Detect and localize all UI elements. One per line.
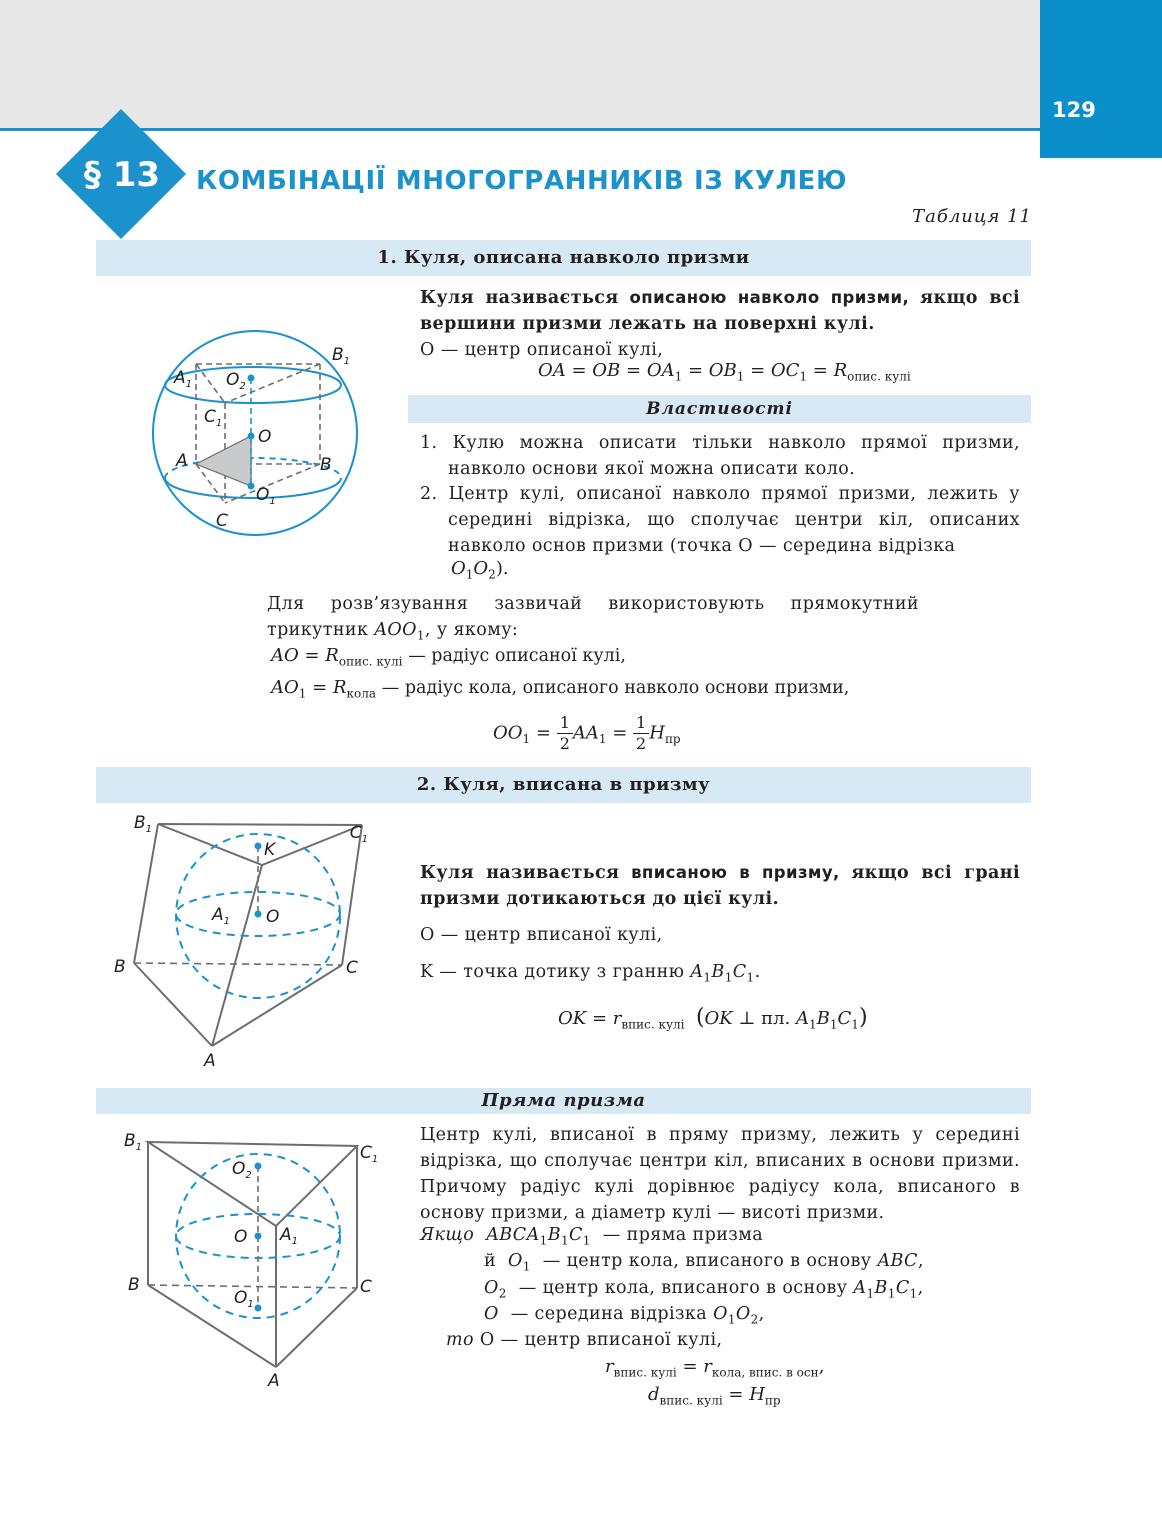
- svg-text:A1: $A_1$: [212, 905, 231, 927]
- section-heading-inscribed: 2. Куля, вписана в призму: [96, 767, 1031, 803]
- header-bar: [0, 0, 1040, 128]
- formula-ao1: $AO_1 = R_{кола}$ — радіус кола, описаного навколо основи призми,: [271, 677, 850, 701]
- svg-text:A1: $A_1$: [280, 1225, 299, 1247]
- solve-text: Для розв’язування зазвичай використовують прямокутний трикутник $AOO_1$, у якому:: [267, 594, 919, 643]
- svg-text:B1: $B_1$: [124, 1131, 143, 1153]
- tangent-point: K — точка дотику з гранню $A_1B_1C_1$.: [420, 962, 761, 985]
- svg-text:C: C: [346, 958, 358, 978]
- property-2: 2. Центр кулі, описаної навколо прямої призми, лежить у середині відрізка, що сполучає центри кіл, описаних навколо основ призми (точка O — середина відрізка: [420, 484, 1020, 556]
- svg-text:O2: $O_2$: [232, 1159, 252, 1181]
- formula-d: $d_{впис. кулі} = H_{пр}$: [648, 1384, 781, 1408]
- property-1: 1. Кулю можна описати тільки навколо прямої призми, навколо основи якої можна описати коло.: [420, 433, 1020, 479]
- page-number-box: [1040, 0, 1162, 158]
- definition-inscribed: Куля називається вписаною в призму, якщо всі грані призми дотикаються до цієї кулі.: [420, 863, 1020, 909]
- svg-text:C: C: [360, 1277, 372, 1297]
- formula-r: $r_{впис. кулі} = r_{кола, впис. в осн}$,: [605, 1356, 825, 1380]
- header-rule: [0, 128, 1040, 131]
- center-inscribed: O — центр вписаної кулі,: [420, 925, 663, 945]
- formula-oo1: $OO_1$ = $\frac{1}{2}$ $AA_1$ = $\frac{1}{2}$ $H_{пр}$: [493, 713, 681, 753]
- svg-text:C1: $C_1$: [204, 407, 223, 429]
- svg-text:C1: $C_1$: [349, 823, 368, 845]
- right-prism-text: Центр кулі, вписаної в пряму призму, лежить у середині відрізка, що сполучає центри кіл, вписаних в основи призми. Причому радіус кулі дорівнює радіусу кола, вписаного в основу призми, а діаметр кулі — висоті призми.: [420, 1125, 1020, 1223]
- svg-text:O: O: [258, 427, 272, 447]
- svg-text:B1: $B_1$: [134, 813, 153, 835]
- svg-text:B: B: [128, 1275, 140, 1295]
- svg-text:C: C: [216, 511, 228, 531]
- formula-ao: AO = $R_{опис. кулі}$ — радіус описаної кулі,: [271, 645, 626, 669]
- page-number: 129: [1052, 98, 1096, 122]
- svg-text:A: A: [268, 1371, 280, 1388]
- figure-right-prism-sphere: [120, 1128, 380, 1388]
- page-title: КОМБІНАЦІЇ МНОГОГРАННИКІВ ІЗ КУЛЕЮ: [196, 166, 848, 196]
- svg-text:O1: $O_1$: [256, 485, 276, 507]
- svg-text:O1: $O_1$: [234, 1288, 254, 1310]
- svg-text:O: O: [234, 1227, 248, 1247]
- o-line: O — середина відрізка $O_1O_2$,: [484, 1304, 765, 1327]
- definition-circumscribed: Куля називається описаною навколо призми, якщо всі вершини призми лежать на поверхні кулі.: [420, 288, 1021, 334]
- section-heading-circumscribed: 1. Куля, описана навколо призми: [96, 240, 1031, 276]
- svg-text:C1: $C_1$: [360, 1143, 379, 1165]
- section-heading-right-prism: Пряма призма: [96, 1088, 1031, 1114]
- svg-text:A: A: [204, 1051, 216, 1070]
- svg-text:O: O: [266, 907, 280, 927]
- if-line: Якщо $ABCA_1B_1C_1$ — пряма призма: [420, 1225, 764, 1248]
- formula-o1o2: $O_1O_2$).: [451, 558, 509, 582]
- table-label: Таблиця 11: [912, 206, 1032, 227]
- svg-text:B1: $B_1$: [332, 345, 351, 367]
- formula-oa: OA = OB = $OA_1 = OB_1 = OC_1 = R_{опис. кулі}$: [538, 360, 911, 384]
- then-line: то O — центр вписаної кулі,: [446, 1330, 723, 1350]
- center-circumscribed: O — центр описаної кулі,: [420, 340, 664, 360]
- o2-line: $O_2$ — центр кола, вписаного в основу $A_1B_1C_1$,: [484, 1278, 924, 1301]
- o1-line: й $O_1$ — центр кола, вписаного в основу ABC,: [484, 1251, 924, 1274]
- properties-heading: Властивості: [408, 395, 1031, 423]
- svg-text:K: K: [264, 840, 276, 860]
- svg-text:B: B: [320, 455, 332, 475]
- figure-inscribed-sphere: [112, 810, 372, 1070]
- svg-text:A: A: [176, 451, 188, 471]
- formula-ok: OK = $r_{впис. кулі}$ (OK ⊥ пл. $A_1B_1C_1$): [558, 1005, 868, 1032]
- svg-text:A1: $A_1$: [174, 368, 193, 390]
- section-number: § 13: [83, 155, 161, 195]
- figure-circumscribed-sphere: [140, 330, 400, 550]
- svg-text:O2: $O_2$: [226, 370, 246, 392]
- svg-text:B: B: [114, 957, 126, 977]
